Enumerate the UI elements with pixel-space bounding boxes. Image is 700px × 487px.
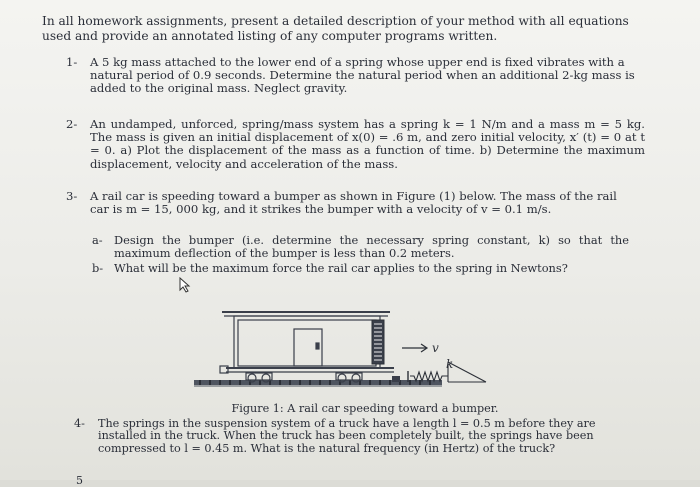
question-text: A rail car is speeding toward a bumper as shown in Figure (1) below. The mass of the rail car is m = 15, 000 kg, and it strikes the bumper with a velocity of v = 0.1 m/s. xyxy=(90,189,617,217)
velocity-label: v xyxy=(432,341,439,355)
rail-track xyxy=(194,380,442,385)
spring-constant-label: k xyxy=(446,357,454,371)
question-text: An undamped, unforced, spring/mass system has a spring k = 1 N/m and a mass m = 5 kg. The mass is given an initial displacement of x(0) = .6 m, and zero initial velocity, x′ (t) = 0 at t = 0. a) Plot the displacement of the mass as a function of time. b) Determine the maximum displacement, velocity and acceleration of the mass. xyxy=(90,117,645,171)
instructions-paragraph: In all homework assignments, present a detailed description of your method with all equations used and provide an annotated listing of any computer programs written. xyxy=(42,14,629,43)
question-number: 4- xyxy=(74,417,85,430)
part-label: a- xyxy=(92,233,103,247)
bumper-wall xyxy=(448,362,486,382)
rail-car-figure xyxy=(186,296,506,400)
question-text: A 5 kg mass attached to the lower end of a spring whose upper end is fixed vibrates with a natural period of 0.9 seconds. Determine the natural period when an additional 2-kg mass is added to the original mass. Neglect gravity. xyxy=(90,55,635,96)
car-ladder xyxy=(372,320,384,364)
part-text: Design the bumper (i.e. determine the necessary spring constant, k) so that the maximum deflection of the bumper is less than 0.2 meters. xyxy=(114,233,629,260)
bumper-spring xyxy=(410,372,448,381)
next-question-number: 5 xyxy=(76,474,83,487)
question-text: The springs in the suspension system of a truck have a length l = 0.5 m before they are installed in the truck. When the truck has been completely built, the springs have been compressed to l = 0.45 m. What is the natural frequency (in Hertz) of the truck? xyxy=(98,417,596,455)
question-number: 3- xyxy=(66,189,78,203)
question-number: 2- xyxy=(66,117,78,131)
question-number: 1- xyxy=(66,55,78,69)
figure-caption: Figure 1: A rail car speeding toward a bumper. xyxy=(231,402,499,415)
rail-car xyxy=(222,312,394,372)
front-coupler xyxy=(392,376,400,382)
part-text: What will be the maximum force the rail car applies to the spring in Newtons? xyxy=(114,261,568,275)
mouse-cursor-icon xyxy=(178,277,192,293)
part-label: b- xyxy=(92,261,104,275)
velocity-arrow xyxy=(402,344,427,352)
